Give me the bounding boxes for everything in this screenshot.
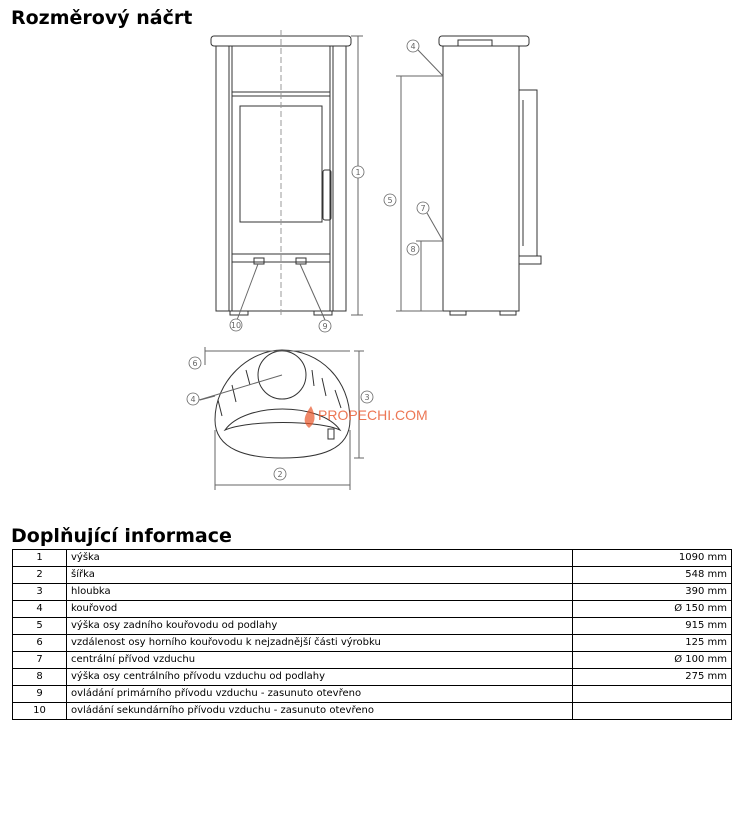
spec-row — [13, 584, 732, 601]
callout-9: 9 — [322, 322, 328, 331]
spec-num: 2 — [13, 567, 67, 584]
spec-label: hloubka — [67, 584, 573, 601]
callout-10: 10 — [230, 321, 242, 330]
spec-value: Ø 100 mm — [573, 652, 732, 669]
spec-value: Ø 150 mm — [573, 601, 732, 618]
spec-label: kouřovod — [67, 601, 573, 618]
spec-num: 7 — [13, 652, 67, 669]
spec-num: 6 — [13, 635, 67, 652]
front-view — [211, 30, 363, 320]
spec-num: 8 — [13, 669, 67, 686]
spec-row — [13, 703, 732, 720]
spec-num: 1 — [13, 550, 67, 567]
spec-row — [13, 618, 732, 635]
spec-row — [13, 567, 732, 584]
spec-label: centrální přívod vzduchu — [67, 652, 573, 669]
spec-table — [12, 549, 732, 720]
spec-value: 915 mm — [573, 618, 732, 635]
callout-2: 2 — [277, 470, 283, 479]
watermark-logo — [305, 406, 428, 428]
sketch-title: Rozměrový náčrt — [11, 7, 193, 29]
spec-row — [13, 686, 732, 703]
dimension-drawing — [0, 30, 745, 500]
spec-row — [13, 652, 732, 669]
spec-value — [573, 703, 732, 720]
watermark-text: PROPECHI.COM — [318, 407, 428, 423]
spec-num: 10 — [13, 703, 67, 720]
spec-value — [573, 686, 732, 703]
spec-label: ovládání primárního přívodu vzduchu - zasunuto otevřeno — [67, 686, 573, 703]
spec-row — [13, 669, 732, 686]
spec-label: ovládání sekundárního přívodu vzduchu - zasunuto otevřeno — [67, 703, 573, 720]
spec-label: výška osy zadního kouřovodu od podlahy — [67, 618, 573, 635]
spec-label: šířka — [67, 567, 573, 584]
callout-8: 8 — [410, 245, 416, 254]
spec-value: 390 mm — [573, 584, 732, 601]
spec-label: výška osy centrálního přívodu vzduchu od podlahy — [67, 669, 573, 686]
spec-label: vzdálenost osy horního kouřovodu k nejzadnější části výrobku — [67, 635, 573, 652]
spec-row — [13, 601, 732, 618]
side-view — [396, 36, 541, 315]
info-title: Doplňující informace — [11, 525, 232, 547]
spec-row — [13, 635, 732, 652]
spec-value: 1090 mm — [573, 550, 732, 567]
spec-value: 275 mm — [573, 669, 732, 686]
spec-num: 4 — [13, 601, 67, 618]
spec-label: výška — [67, 550, 573, 567]
callout-7: 7 — [420, 204, 426, 213]
callout-5: 5 — [387, 196, 393, 205]
callout-6: 6 — [192, 359, 198, 368]
spec-num: 9 — [13, 686, 67, 703]
callout-3: 3 — [364, 393, 370, 402]
spec-value: 548 mm — [573, 567, 732, 584]
spec-num: 5 — [13, 618, 67, 635]
spec-num: 3 — [13, 584, 67, 601]
callout-4: 4 — [410, 42, 416, 51]
callout-4b: 4 — [190, 395, 196, 404]
spec-value: 125 mm — [573, 635, 732, 652]
spec-row — [13, 550, 732, 567]
callout-1: 1 — [355, 168, 361, 177]
